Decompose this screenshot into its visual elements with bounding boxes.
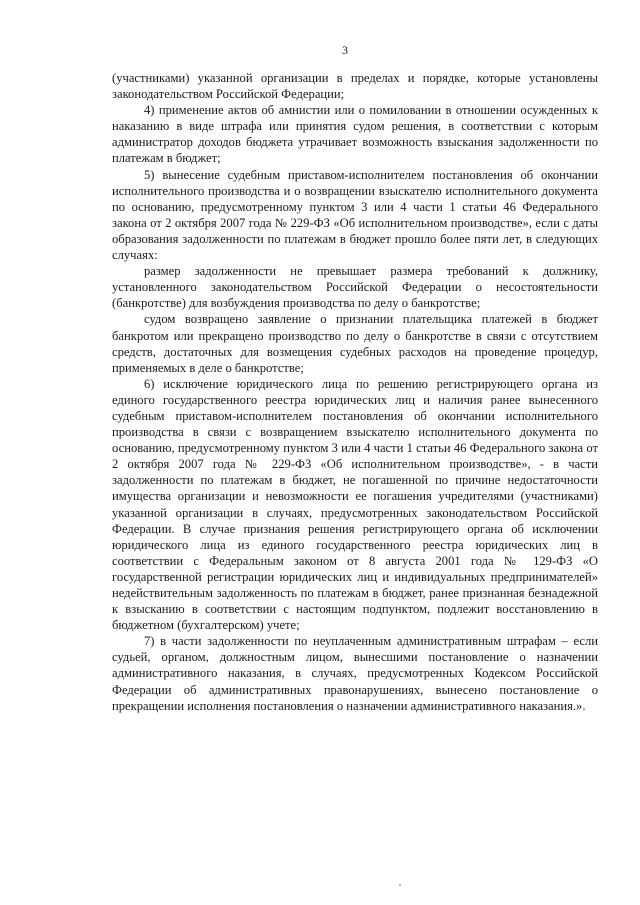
paragraph-item-5-case-2: судом возвращено заявление о признании плательщика платежей в бюджет банкротом или прекращено производство по делу о банкротстве в связи с отсутствием средств, достаточных для возмещения судебных расходов на проведение процедур, применяемых в деле о банкротстве;: [112, 312, 598, 375]
page-number: 3: [342, 43, 348, 57]
paragraph-item-7: 7) в части задолженности по неуплаченным административным штрафам – если судьей, органом, должностным лицом, вынесшими постановление о назначении административного наказания, в случаях, предусмотренных Кодексом Российской Федерации об административных правонарушениях, вынесено постановление о прекращении исполнения постановления о назначении административного наказания.».: [112, 634, 598, 713]
scan-speck: [399, 884, 401, 886]
paragraph-item-5-case-1: размер задолженности не превышает размера требований к должнику, установленного законодательством Российской Федерации о несостоятельности (банкротстве) для возбуждения производства по делу о банкротстве;: [112, 264, 598, 311]
paragraph-item-5: 5) вынесение судебным приставом-исполнителем постановления об окончании исполнительного производства и о возвращении взыскателю исполнительного документа по основанию, предусмотренному пунктом 3 или 4 части 1 статьи 46 Федерального закона от 2 октября 2007 года № 229-ФЗ «Об исполнительном производстве», если с даты образования задолженности по платежам в бюджет прошло более пяти лет, в следующих случаях:: [112, 167, 598, 263]
document-body: [112, 70, 598, 714]
paragraph-continuation: (участниками) указанной организации в пределах и порядке, которые установлены законодательством Российской Федерации;: [112, 71, 598, 102]
paragraph-item-6: 6) исключение юридического лица по решению регистрирующего органа из единого государственного реестра юридических лиц и наличия ранее вынесенного судебным приставом-исполнителем постановления об окончании исполнительного производства в связи с возвращением взыскателю исполнительного документа по основанию, предусмотренному пунктом 3 или 4 части 1 статьи 46 Федерального закона от 2 октября 2007 года № 229-ФЗ «Об исполнительном производстве», - в части задолженности по платежам в бюджет, не погашенной по причине недостаточности имущества организации и невозможности ее погашения учредителями (участниками) указанной организации в случаях, предусмотренных законодательством Российской Федерации. В случае признания решения регистрирующего органа об исключении юридического лица из единого государственного реестра юридических лиц в соответствии с Федеральным законом от 8 августа 2001 года № 129-ФЗ «О государственной регистрации юридических лиц и индивидуальных предпринимателей» недействительным задолженность по платежам в бюджет, ранее признанная безнадежной к взысканию в соответствии с настоящим подпунктом, подлежит восстановлению в бюджетном (бухгалтерском) учете;: [112, 376, 598, 633]
paragraph-item-4: 4) применение актов об амнистии или о помиловании в отношении осужденных к наказанию в виде штрафа или принятия судом решения, в соответствии с которым администратор доходов бюджета утрачивает возможность взыскания задолженности по платежам в бюджет;: [112, 103, 598, 166]
